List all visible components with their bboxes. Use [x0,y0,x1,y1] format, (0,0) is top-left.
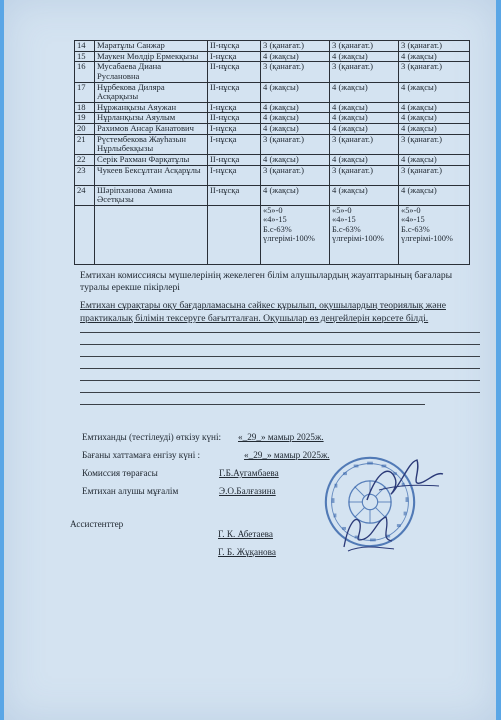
variant: II-нұсқа [208,154,261,165]
grade-2: 4 (жақсы) [330,124,399,135]
blank-line [80,380,480,381]
row-number: 24 [75,185,95,205]
grade-3: 4 (жақсы) [399,154,470,165]
blank-line [80,344,480,345]
assistant-name-1: Г. К. Абетаева [218,529,273,539]
entry-date-value: «_29_» мамыр 2025ж. [244,450,330,460]
grade-1: 4 (жақсы) [261,51,330,62]
blank-line [80,332,480,333]
variant: II-нұсқа [208,185,261,205]
summary-empty-cell [95,205,208,264]
grade-3: 4 (жақсы) [399,82,470,102]
grade-3: 3 (қанағат.) [399,41,470,52]
blank-line [80,356,480,357]
table-row [75,124,470,135]
summary-five: «5»-0 [263,205,283,215]
summary-progress: үлгерімі-100% [263,233,315,243]
variant: I-нұсқа [208,134,261,154]
assistant-name-2: Г. Б. Жұқанова [218,547,276,557]
table-row [75,51,470,62]
grade-2: 4 (жақсы) [330,102,399,113]
blank-line [80,392,480,393]
row-number: 14 [75,41,95,52]
grade-1: 4 (жақсы) [261,102,330,113]
summary-five: «5»-0 [332,205,352,215]
summary-quality: Б.с-63% [401,224,430,234]
row-number: 21 [75,134,95,154]
row-number: 22 [75,154,95,165]
table-row [75,185,470,205]
student-name: Нұрбекова Диляра Асқарқызы [95,82,208,102]
blank-line [80,368,480,369]
student-name: Маратұлы Санжар [95,41,208,52]
grade-1: 4 (жақсы) [261,154,330,165]
row-number: 23 [75,165,95,185]
grade-1: 3 (қанағат.) [261,62,330,82]
grade-2: 4 (жақсы) [330,51,399,62]
variant: I-нұсқа [208,124,261,135]
grade-2: 4 (жақсы) [330,82,399,102]
summary-five: «5»-0 [401,205,421,215]
row-number: 20 [75,124,95,135]
grade-3: 4 (жақсы) [399,102,470,113]
row-number: 15 [75,51,95,62]
student-name: Рахимов Ансар Канатович [95,124,208,135]
summary-progress: үлгерімі-100% [401,233,453,243]
row-number: 19 [75,113,95,124]
table-row [75,154,470,165]
grade-1: 4 (жақсы) [261,82,330,102]
student-name: Рүстембекова Жауһазын Нұрлыбекқызы [95,134,208,154]
summary-empty-cell [208,205,261,264]
table-row [75,113,470,124]
student-name: Мусабаева Диана Руслановна [95,62,208,82]
grade-3: 3 (қанағат.) [399,134,470,154]
variant: II-нұсқа [208,62,261,82]
grade-2: 3 (қанағат.) [330,165,399,185]
summary-four: «4»-15 [332,215,356,225]
grade-2: 4 (жақсы) [330,185,399,205]
student-name: Шәріпханова Амина Әсетқызы [95,185,208,205]
variant: I-нұсқа [208,102,261,113]
commission-chair-name: Г.Б.Аугамбаева [219,468,279,478]
grade-1: 3 (қанағат.) [261,41,330,52]
row-number: 18 [75,102,95,113]
table-row [75,82,470,102]
grade-1: 3 (қанағат.) [261,134,330,154]
grade-1: 4 (жақсы) [261,124,330,135]
grades-table-body [75,41,470,206]
summary-four: «4»-15 [401,215,425,225]
grade-2: 4 (жақсы) [330,113,399,124]
blank-line [80,404,425,405]
commission-opinion-text: Емтихан сұрақтары оқу бағдарламасына сәйкес құрылып, оқушылардың теориялық және практикалық білімін тексеруге бағытталған. Оқушылар өз деңгейлерін көрсете білді. [80,300,446,324]
student-name: Нұржанқызы Аяужан [95,102,208,113]
summary-row [75,205,470,264]
variant: II-нұсқа [208,82,261,102]
grade-1: 3 (қанағат.) [261,165,330,185]
table-row [75,102,470,113]
grade-3: 4 (жақсы) [399,51,470,62]
grade-3: 4 (жақсы) [399,113,470,124]
variant: II-нұсқа [208,113,261,124]
variant: I-нұсқа [208,165,261,185]
grade-1: 4 (жақсы) [261,185,330,205]
document-page [4,0,496,720]
exam-teacher-label: Емтихан алушы мұғалім [82,486,179,496]
row-number: 16 [75,62,95,82]
grade-3: 4 (жақсы) [399,185,470,205]
student-name: Серік Рахман Фарқатұлы [95,154,208,165]
table-row [75,62,470,82]
summary-four: «4»-15 [263,215,287,225]
grade-3: 3 (қанағат.) [399,165,470,185]
variant: II-нұсқа [208,41,261,52]
commission-opinion-heading: Емтихан комиссиясы мүшелерінің жекелеген білім алушылардың жауаптарының бағалары туралы ерекше пікірлері [80,270,453,294]
table-row [75,41,470,52]
grade-2: 3 (қанағат.) [330,41,399,52]
commission-chair-label: Комиссия төрағасы [82,468,158,478]
exam-date-value: «_29_» мамыр 2025ж. [238,432,324,442]
exam-date-label: Емтиханды (тестілеуді) өткізу күні: [82,432,222,442]
row-number: 17 [75,82,95,102]
grade-3: 4 (жақсы) [399,124,470,135]
student-name: Маукен Мөлдір Ермекқызы [95,51,208,62]
grade-3: 3 (қанағат.) [399,62,470,82]
grade-2: 3 (қанағат.) [330,134,399,154]
variant: I-нұсқа [208,51,261,62]
assistant-signature-image [334,505,404,560]
grade-1: 4 (жақсы) [261,113,330,124]
student-name: Чукеев Бексұлтан Асқарұлы [95,165,208,185]
student-name: Нұрланқызы Аяулым [95,113,208,124]
summary-cell [261,205,330,264]
grade-2: 3 (қанағат.) [330,62,399,82]
assistants-label: Ассистенттер [70,519,124,529]
chair-signature-image [359,452,449,512]
grades-table [74,40,470,265]
table-row [75,165,470,185]
summary-quality: Б.с-63% [263,224,292,234]
table-row [75,134,470,154]
summary-progress: үлгерімі-100% [332,233,384,243]
grade-2: 4 (жақсы) [330,154,399,165]
exam-teacher-name: Э.О.Балғазина [219,486,276,496]
summary-cell [399,205,470,264]
summary-empty-cell [75,205,95,264]
summary-quality: Б.с-63% [332,224,361,234]
summary-cell [330,205,399,264]
entry-date-label: Бағаны хаттамаға енгізу күні : [82,450,201,460]
